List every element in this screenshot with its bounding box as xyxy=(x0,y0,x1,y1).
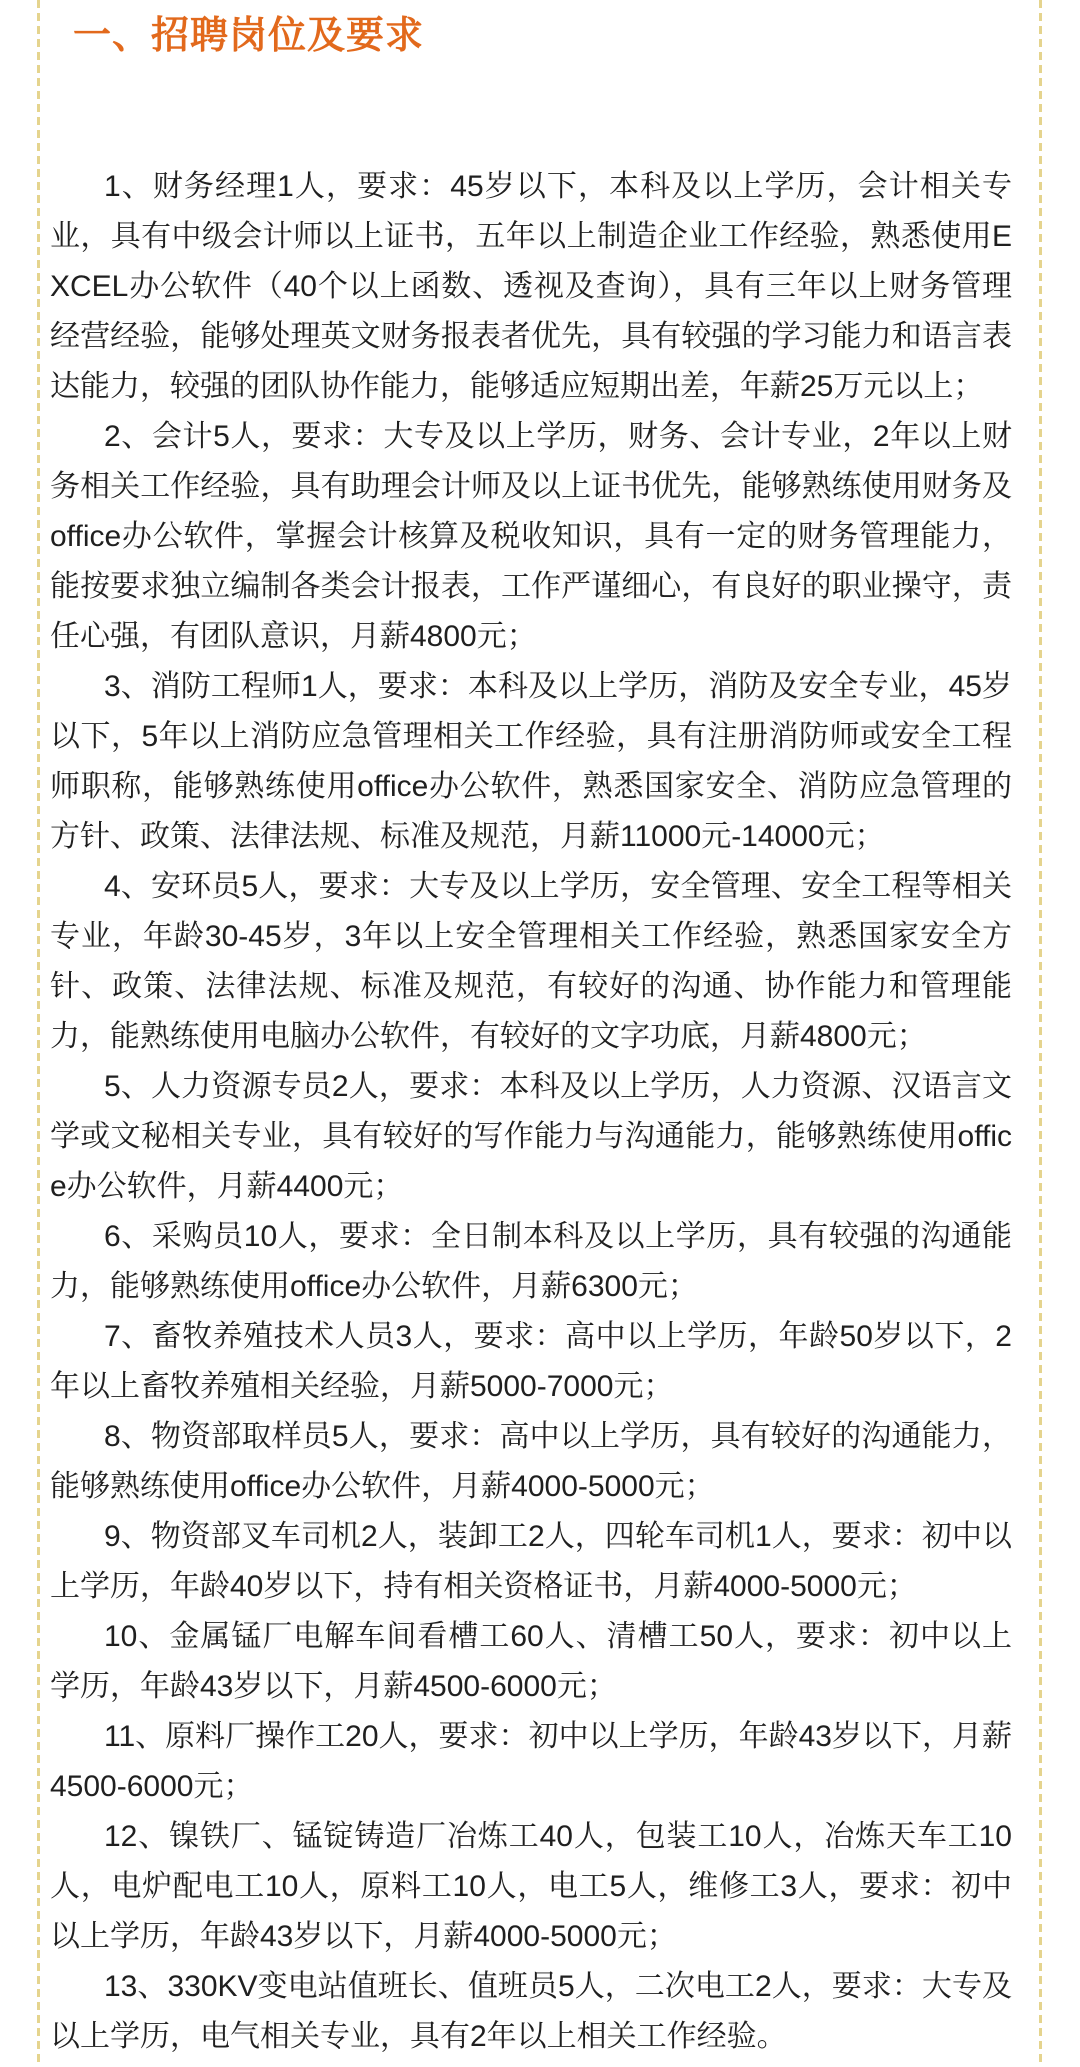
right-dashed-border xyxy=(1039,0,1042,2067)
job-requirement-paragraph: 10、金属锰厂电解车间看槽工60人、清槽工50人，要求：初中以上学历，年龄43岁以下，月薪4500-6000元； xyxy=(50,1620,1012,1703)
job-requirement-paragraph: 5、人力资源专员2人，要求：本科及以上学历，人力资源、汉语言文学或文秘相关专业，具有较好的写作能力与沟通能力，能够熟练使用office办公软件，月薪4400元； xyxy=(50,1070,1012,1203)
left-dashed-border xyxy=(37,0,40,2067)
job-requirement-paragraph: 2、会计5人，要求：大专及以上学历，财务、会计专业，2年以上财务相关工作经验，具有助理会计师及以上证书优先，能够熟练使用财务及office办公软件，掌握会计核算及税收知识，具有一定的财务管理能力，能按要求独立编制各类会计报表，工作严谨细心，有良好的职业操守，责任心强，有团队意识，月薪4800元； xyxy=(50,420,1012,653)
content-area xyxy=(50,0,1012,2062)
job-requirement-paragraph: 4、安环员5人，要求：大专及以上学历，安全管理、安全工程等相关专业，年龄30-45岁，3年以上安全管理相关工作经验，熟悉国家安全方针、政策、法律法规、标准及规范，有较好的沟通、协作能力和管理能力，能熟练使用电脑办公软件，有较好的文字功底，月薪4800元； xyxy=(50,870,1012,1053)
job-requirement-paragraph: 6、采购员10人，要求：全日制本科及以上学历，具有较强的沟通能力，能够熟练使用office办公软件，月薪6300元； xyxy=(50,1220,1012,1303)
job-requirement-paragraph: 12、镍铁厂、锰锭铸造厂冶炼工40人，包装工10人，冶炼天车工10人，电炉配电工10人，原料工10人，电工5人，维修工3人，要求：初中以上学历，年龄43岁以下，月薪4000-5000元； xyxy=(50,1820,1012,1953)
job-requirement-paragraph: 9、物资部叉车司机2人，装卸工2人，四轮车司机1人，要求：初中以上学历，年龄40岁以下，持有相关资格证书，月薪4000-5000元； xyxy=(50,1520,1012,1603)
job-requirement-paragraph: 11、原料厂操作工20人，要求：初中以上学历，年龄43岁以下，月薪4500-6000元； xyxy=(50,1720,1012,1803)
section-title: 一、招聘岗位及要求 xyxy=(73,15,425,57)
job-requirement-paragraph: 1、财务经理1人，要求：45岁以下，本科及以上学历，会计相关专业，具有中级会计师以上证书，五年以上制造企业工作经验，熟悉使用EXCEL办公软件（40个以上函数、透视及查询），具有三年以上财务管理经营经验，能够处理英文财务报表者优先，具有较强的学习能力和语言表达能力，较强的团队协作能力，能够适应短期出差，年薪25万元以上； xyxy=(50,170,1012,403)
job-requirement-paragraph: 8、物资部取样员5人，要求：高中以上学历，具有较好的沟通能力，能够熟练使用office办公软件，月薪4000-5000元； xyxy=(50,1420,1012,1503)
job-requirement-paragraph: 13、330KV变电站值班长、值班员5人，二次电工2人，要求：大专及以上学历，电气相关专业，具有2年以上相关工作经验。 xyxy=(50,1970,1012,2053)
job-requirement-paragraph: 7、畜牧养殖技术人员3人，要求：高中以上学历，年龄50岁以下，2年以上畜牧养殖相关经验，月薪5000-7000元； xyxy=(50,1320,1012,1403)
job-requirement-paragraph: 3、消防工程师1人，要求：本科及以上学历，消防及安全专业，45岁以下，5年以上消防应急管理相关工作经验，具有注册消防师或安全工程师职称，能够熟练使用office办公软件，熟悉国家安全、消防应急管理的方针、政策、法律法规、标准及规范，月薪11000元-14000元； xyxy=(50,670,1012,853)
job-list xyxy=(50,162,1012,2062)
